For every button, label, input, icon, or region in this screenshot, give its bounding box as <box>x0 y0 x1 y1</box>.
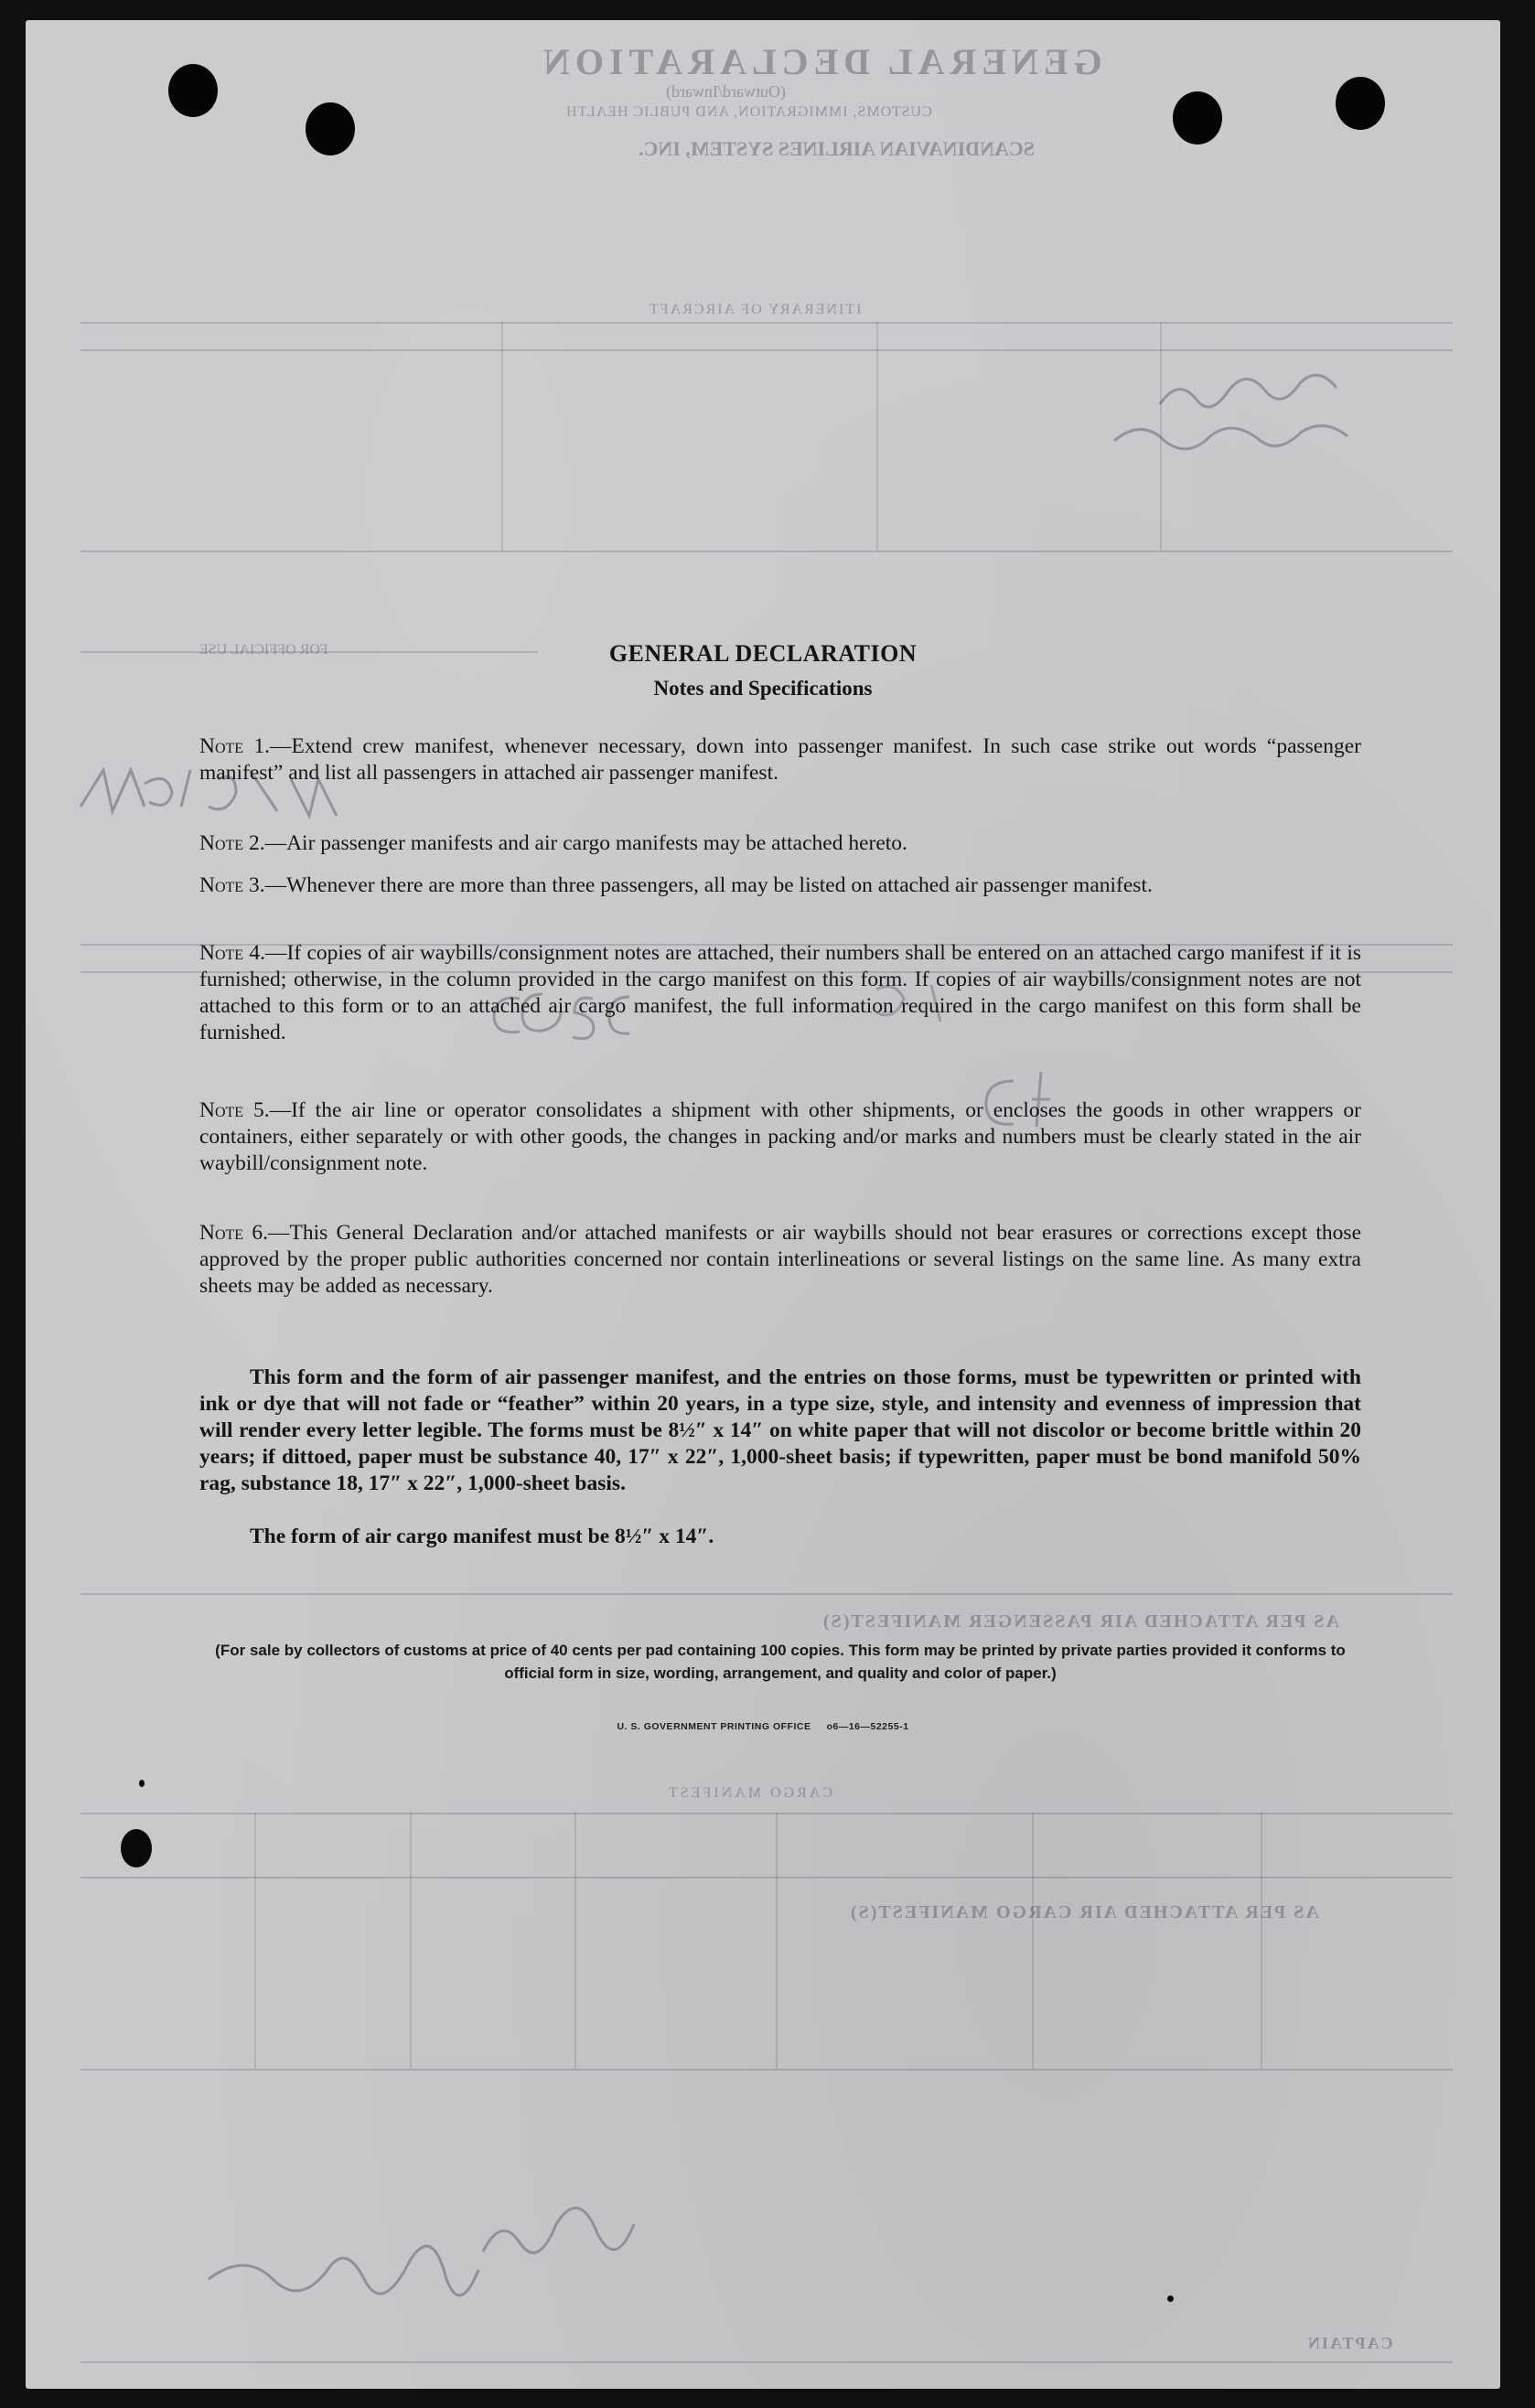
ghost-attached-passenger: AS PER ATTACHED AIR PASSENGER MANIFEST(S) <box>821 1611 1339 1632</box>
ghost-handwriting <box>26 20 1500 2389</box>
document-subtitle: Notes and Specifications <box>653 677 873 700</box>
note-2-label: Note 2. <box>199 831 265 855</box>
bleed-through-layer <box>26 20 1500 2389</box>
note-6-text: —This General Declaration and/or attached manifests or air waybills should not bear erasures or corrections except those approved by the proper public authorities concerned nor contain interlineations or several listings on the same line. As many extra sheets may be added as necessary. <box>199 1221 1361 1298</box>
note-1-text: —Extend crew manifest, whenever necessary, down into passenger manifest. In such case strike out words “passenger manifest” and list all passengers in attached air passenger manifest. <box>199 734 1361 785</box>
ghost-cargo-manifest: CARGO MANIFEST <box>666 1785 833 1801</box>
note-3-text: —Whenever there are more than three passengers, all may be listed on attached air passenger manifest. <box>264 873 1153 897</box>
note-5 <box>199 1097 1361 1177</box>
note-1-label: Note 1. <box>199 734 270 758</box>
document-title: GENERAL DECLARATION <box>608 640 918 667</box>
note-1 <box>199 733 1361 787</box>
ghost-captain: CAPTAIN <box>1306 2334 1393 2352</box>
ghost-attached-cargo: AS PER ATTACHED AIR CARGO MANIFEST(S) <box>849 1902 1319 1922</box>
note-6-label: Note 6. <box>199 1221 268 1245</box>
paper-sheet <box>26 20 1500 2389</box>
note-5-text: —If the air line or operator consolidates a shipment with other shipments, or encloses the goods in other wrappers or containers, either separately or with other goods, the changes in packing and/or marks and numbers must be clearly stated in the air waybill/consignment note. <box>199 1098 1361 1175</box>
cargo-size-line: The form of air cargo manifest must be 8½″ x 14″. <box>250 1525 714 1548</box>
note-3 <box>199 872 1361 899</box>
sale-notice: (For sale by collectors of customs at price of 40 cents per pad containing 100 copies. This form may be printed by private parties provided it conforms to official form in size, wording, arrangement, and quality and color of paper.) <box>215 1642 1346 1682</box>
ghost-itinerary: ITINERARY OF AIRCRAFT <box>648 302 862 317</box>
note-5-label: Note 5. <box>199 1098 270 1122</box>
ghost-official-use: FOR OFFICIAL USE <box>199 642 328 658</box>
ghost-header-title: GENERAL DECLARATION <box>538 41 1102 82</box>
note-6 <box>199 1220 1361 1300</box>
specification-text: This form and the form of air passenger manifest, and the entries on those forms, must be typewritten or printed with ink or dye that will not fade or “feather” within 20 years, in a type size, style, and intensity and evenness of impression that will render every letter legible. The forms must be 8½″ x 14″ on white paper that will not discolor or become brittle within 20 years; if dittoed, paper must be substance 40, 17″ x 22″, 1,000-sheet basis; if typewritten, paper must be bond manifold 50% rag, substance 18, 17″ x 22″, 1,000-sheet basis. <box>199 1365 1361 1495</box>
note-2 <box>199 830 1361 857</box>
note-4-text: —If copies of air waybills/consignment notes are attached, their numbers shall be entered on an attached cargo manifest if it is furnished; otherwise, in the column provided in the cargo manifest on this form. If copies of air waybills/consignment notes are not attached to this form or to an attached air cargo manifest, the full information required in the cargo manifest on this form shall be furnished. <box>199 941 1361 1044</box>
ghost-header-agency: CUSTOMS, IMMIGRATION, AND PUBLIC HEALTH <box>565 104 932 120</box>
ghost-header-sub: (Outward/Inward) <box>666 82 786 101</box>
note-2-text: —Air passenger manifests and air cargo manifests may be attached hereto. <box>264 831 907 855</box>
ghost-operator: SCANDINAVIAN AIRLINES SYSTEM, INC. <box>639 137 1035 160</box>
note-4 <box>199 940 1361 1046</box>
note-3-label: Note 3. <box>199 873 265 897</box>
specification-paragraph <box>199 1365 1361 1497</box>
printing-office-imprint: U. S. GOVERNMENT PRINTING OFFICE o6—16—52255-1 <box>617 1721 909 1732</box>
note-4-label: Note 4. <box>199 941 266 965</box>
